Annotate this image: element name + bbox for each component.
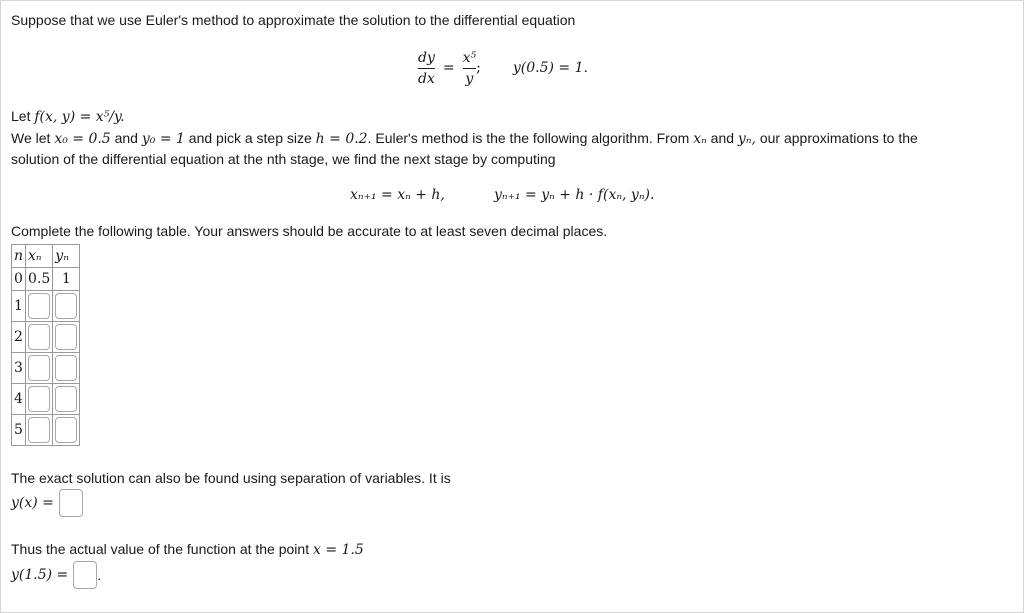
intro-text: Suppose that we use Euler's method to approximate the solution to the differential equation: [11, 12, 576, 28]
exact-solution-input[interactable]: [59, 489, 83, 517]
actual-value-label: y(1.5) =: [11, 567, 69, 583]
para-text-2: and: [110, 130, 142, 146]
y1-input[interactable]: [55, 293, 77, 319]
table-row: [12, 415, 80, 446]
table-row: [12, 291, 80, 322]
let-prefix: Let: [11, 108, 35, 124]
actual-value-text: [11, 541, 364, 558]
y3-input[interactable]: [55, 355, 77, 381]
differential-equation: [418, 44, 588, 92]
para-text-5: and: [706, 130, 738, 146]
initial-condition: y(0.5) = 1.: [512, 60, 588, 76]
euler-table: [11, 244, 80, 446]
step-size: h = 0.2: [315, 131, 368, 147]
table-row: [12, 353, 80, 384]
row-n-label: 3: [12, 353, 26, 384]
semicolon: ;: [476, 60, 481, 76]
x3-input[interactable]: [28, 355, 50, 381]
para-text-3: and pick a step size: [184, 130, 316, 146]
para-text-4: . Euler's method is the the following algorithm. From: [367, 130, 694, 146]
exact-solution-row: [11, 488, 83, 518]
row-n-label: 5: [12, 415, 26, 446]
actual-value-row: [11, 560, 101, 590]
y4-input[interactable]: [55, 386, 77, 412]
f-definition: f(x, y) = x⁵/y.: [34, 109, 125, 125]
dy-dx-fraction: [418, 49, 435, 88]
table-row: [12, 384, 80, 415]
row-n-label: 4: [12, 384, 26, 415]
y-denominator: y: [465, 70, 474, 87]
complete-table-instruction: Complete the following table. Your answers should be accurate to at least seven decimal places.: [11, 223, 608, 239]
x5-numerator: x⁵: [462, 49, 477, 66]
x5-input[interactable]: [28, 417, 50, 443]
actual-value-prefix: Thus the actual value of the function at the point: [11, 541, 313, 557]
actual-value-input[interactable]: [73, 561, 97, 589]
x5-over-y-fraction: [463, 49, 477, 88]
equals-sign: =: [442, 60, 455, 76]
y5-input[interactable]: [55, 417, 77, 443]
evaluation-point: x = 1.5: [312, 542, 364, 558]
row0-y: 1: [53, 268, 80, 291]
row0-n: 0: [12, 268, 26, 291]
table-row: [12, 322, 80, 353]
algorithm-paragraph-line2: solution of the differential equation at the nth stage, we find the next stage by computing: [11, 151, 556, 167]
y2-input[interactable]: [55, 324, 77, 350]
row0-x: 0.5: [26, 268, 53, 291]
exact-solution-text: The exact solution can also be found using separation of variables. It is: [11, 470, 451, 486]
row-n-label: 1: [12, 291, 26, 322]
let-f-line: [11, 108, 125, 125]
para-text-1: We let: [11, 130, 55, 146]
x2-input[interactable]: [28, 324, 50, 350]
header-yn: yₙ: [53, 245, 80, 268]
header-xn: xₙ: [26, 245, 53, 268]
dx-denominator: dx: [418, 70, 435, 87]
x4-input[interactable]: [28, 386, 50, 412]
x0-value: x₀ = 0.5: [54, 131, 111, 147]
y-recurrence: yₙ₊₁ = yₙ + h · f(xₙ, yₙ).: [494, 187, 655, 203]
row-n-label: 2: [12, 322, 26, 353]
algorithm-paragraph-line1: [11, 130, 918, 147]
yn-symbol: yₙ,: [737, 131, 756, 147]
dy-numerator: dy: [418, 49, 435, 66]
xn-symbol: xₙ: [693, 131, 707, 147]
para-text-6: our approximations to the: [755, 130, 918, 146]
y0-value: y₀ = 1: [141, 131, 185, 147]
exact-solution-label: y(x) =: [11, 495, 54, 511]
actual-period: .: [97, 567, 102, 583]
x-recurrence: xₙ₊₁ = xₙ + h,: [350, 187, 445, 203]
x1-input[interactable]: [28, 293, 50, 319]
header-n: n: [12, 245, 26, 268]
